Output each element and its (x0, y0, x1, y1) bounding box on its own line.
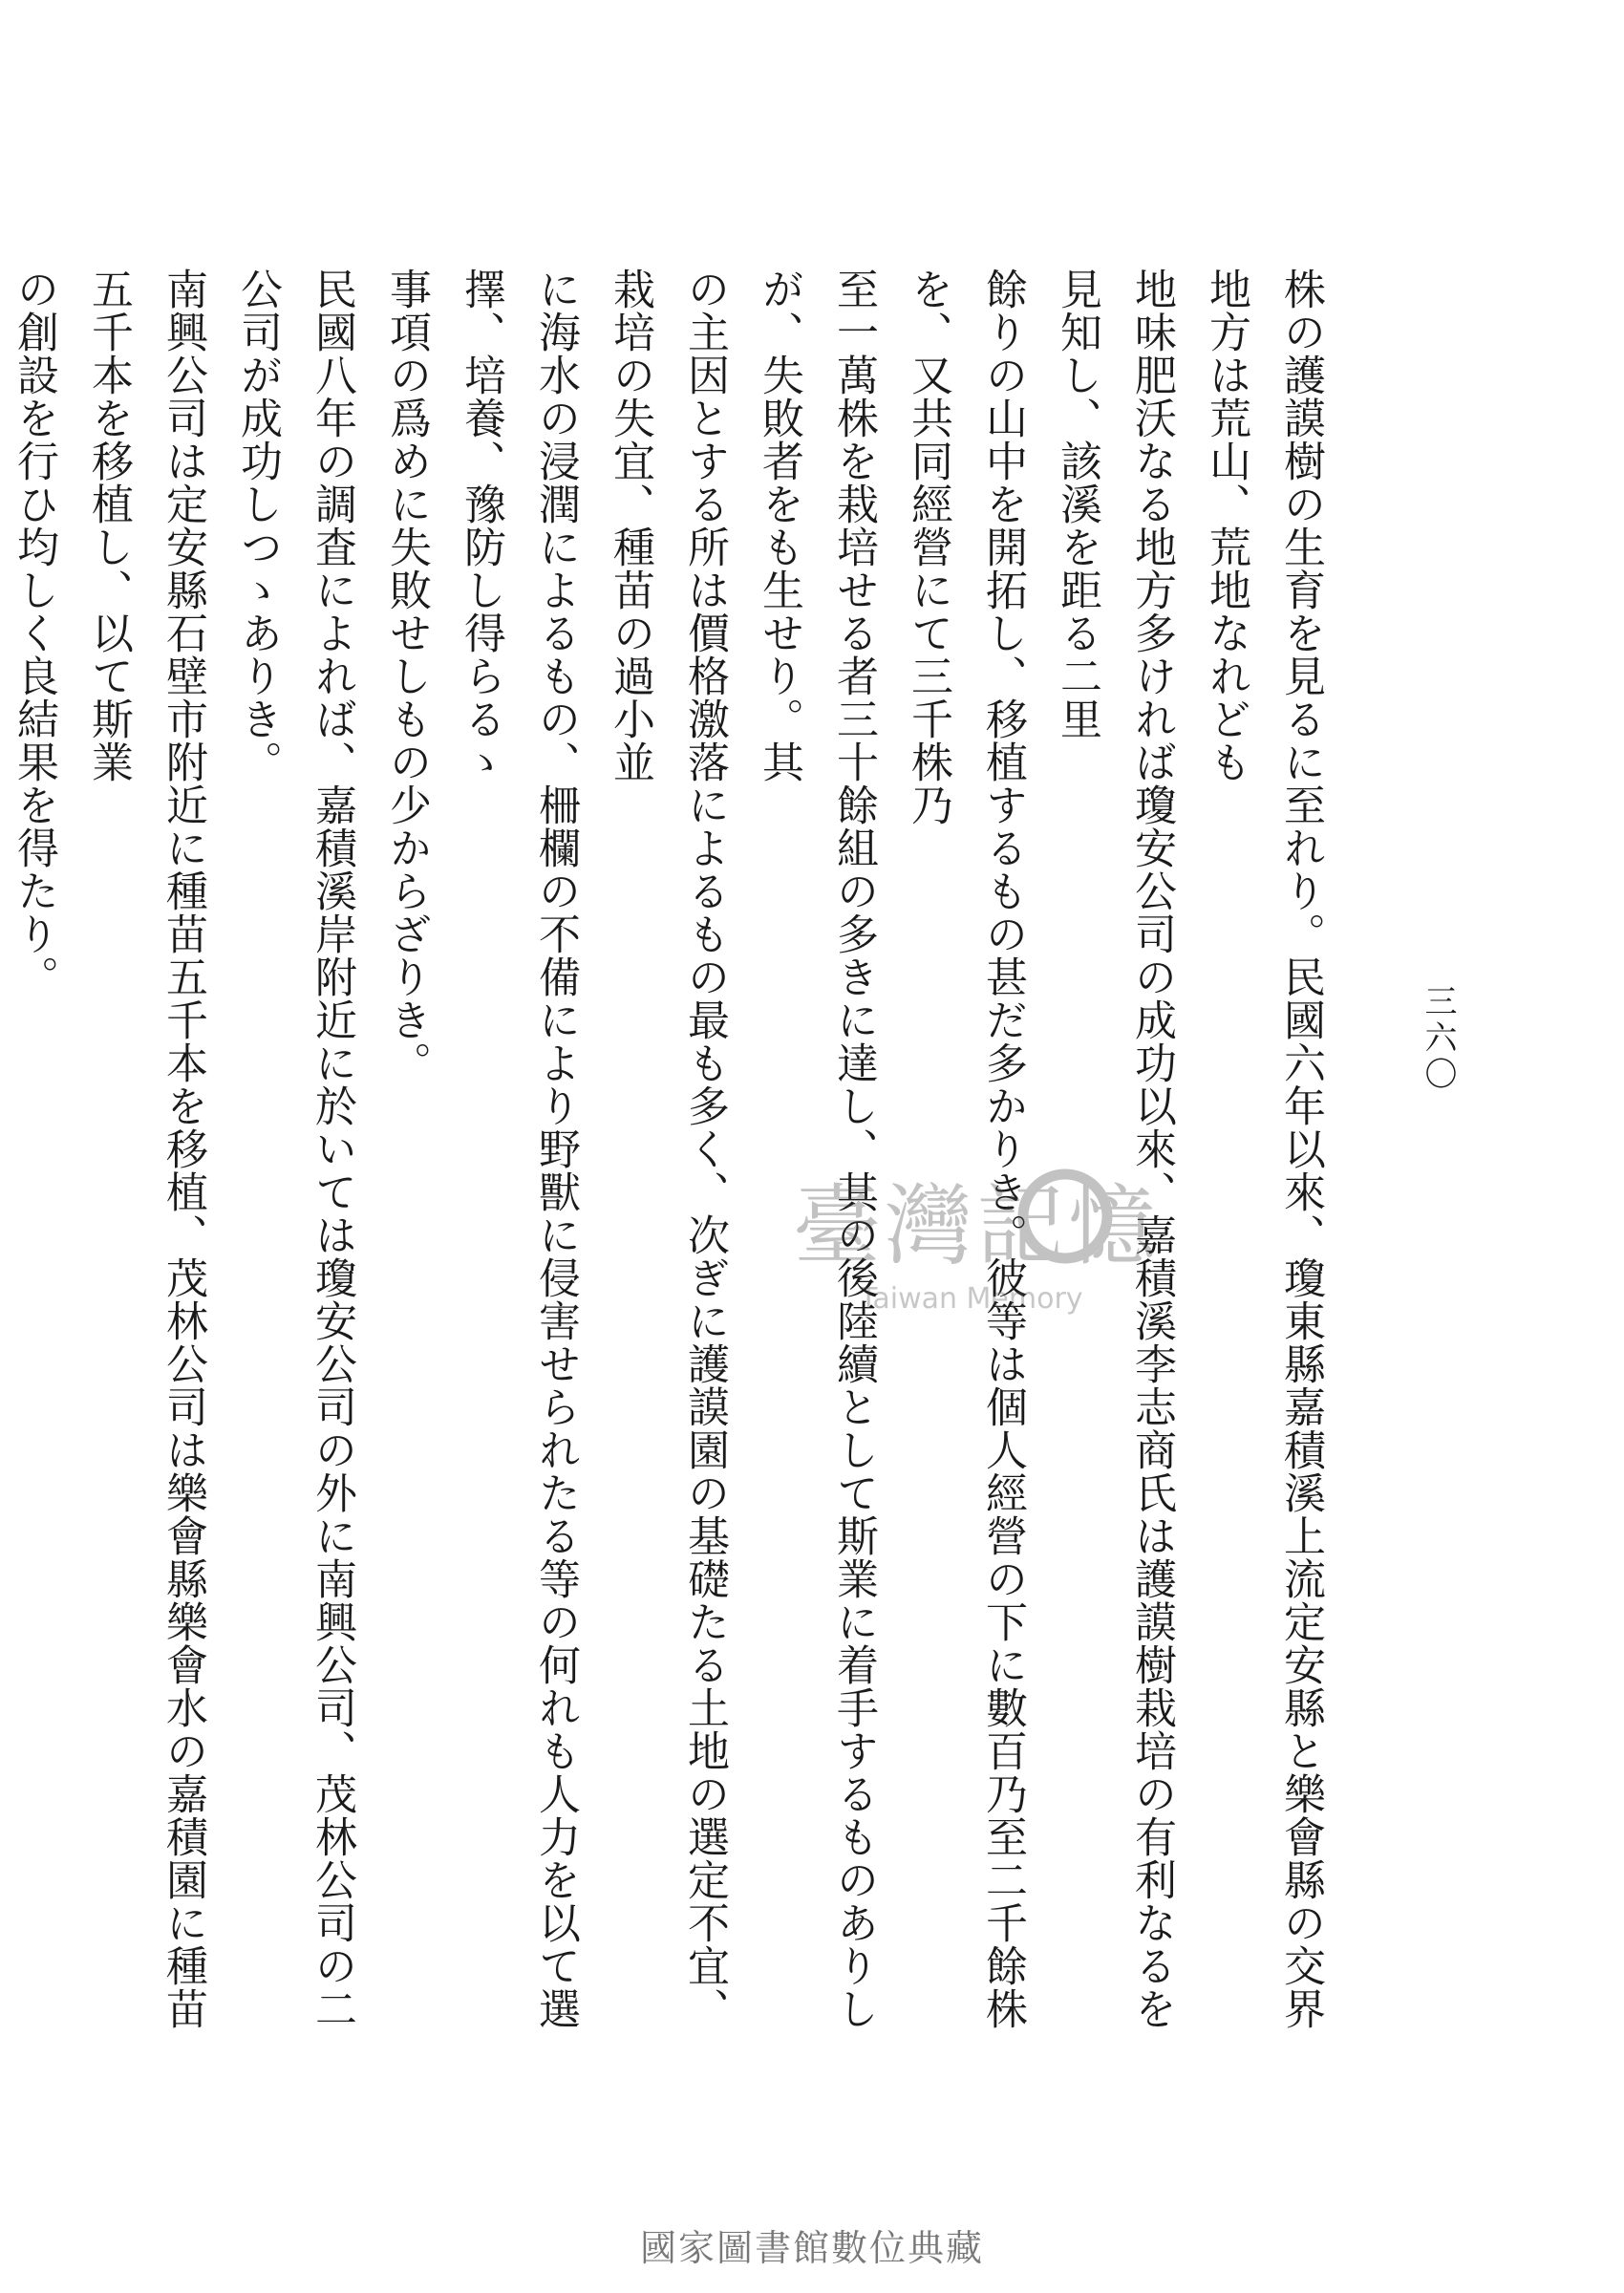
page-number: 三六〇 (1419, 984, 1457, 1093)
text-line: の創設を行ひ均しく良結果を得たり。 (10, 268, 58, 998)
text-line: 地味肥沃なる地方多ければ瓊安公司の成功以來、嘉積溪李志商氏は護謨樹栽培の有利なるを見知し、該溪を距る二里 (1053, 268, 1176, 2030)
text-line: 南興公司は定安縣石壁市附近に種苗五千本を移植、茂林公司は樂會縣樂會水の嘉積園に種苗五千本を移植し、以て斯業 (84, 268, 207, 2030)
text-line: に海水の浸潤によるもの、柵欄の不備により野獸に侵害せられたる等の何れも人力を以て選擇、培養、豫防し得らるゝ (457, 268, 580, 2030)
text-line: の主因とする所は價格激落によるもの最も多く、次ぎに護謨園の基礎たる土地の選定不宜、栽培の失宜、種苗の過小並 (606, 268, 729, 2030)
text-line: 株の護謨樹の生育を見るに至れり。民國六年以來、瓊東縣嘉積溪上流定安縣と樂會縣の交界地方は荒山、荒地なれども (1202, 268, 1325, 2030)
footer-credit: 國家圖書館數位典藏 (639, 2227, 984, 2269)
text-line: 事項の爲めに失敗せしもの少からざりき。 (382, 268, 431, 1084)
watermark-title: 臺灣記憶 (793, 1175, 1161, 1277)
text-line: 至一萬株を栽培せる者三十餘組の多きに達し、其の後陸續として斯業に着手するものありしが、失敗者をも生せり。其 (755, 268, 878, 2030)
text-line: 餘りの山中を開拓し、移植するもの甚だ多かりき。彼等は個人經營の下に數百乃至二千餘株を、又共同經營にて三千株乃 (904, 268, 1027, 2030)
text-line: 民國八年の調査によれば、嘉積溪岸附近に於いては瓊安公司の外に南興公司、茂林公司の二公司が成功しつゝありき。 (233, 268, 356, 2030)
watermark-subtitle: Taiwan Memory (860, 1282, 1083, 1316)
document-body (10, 268, 1337, 2045)
